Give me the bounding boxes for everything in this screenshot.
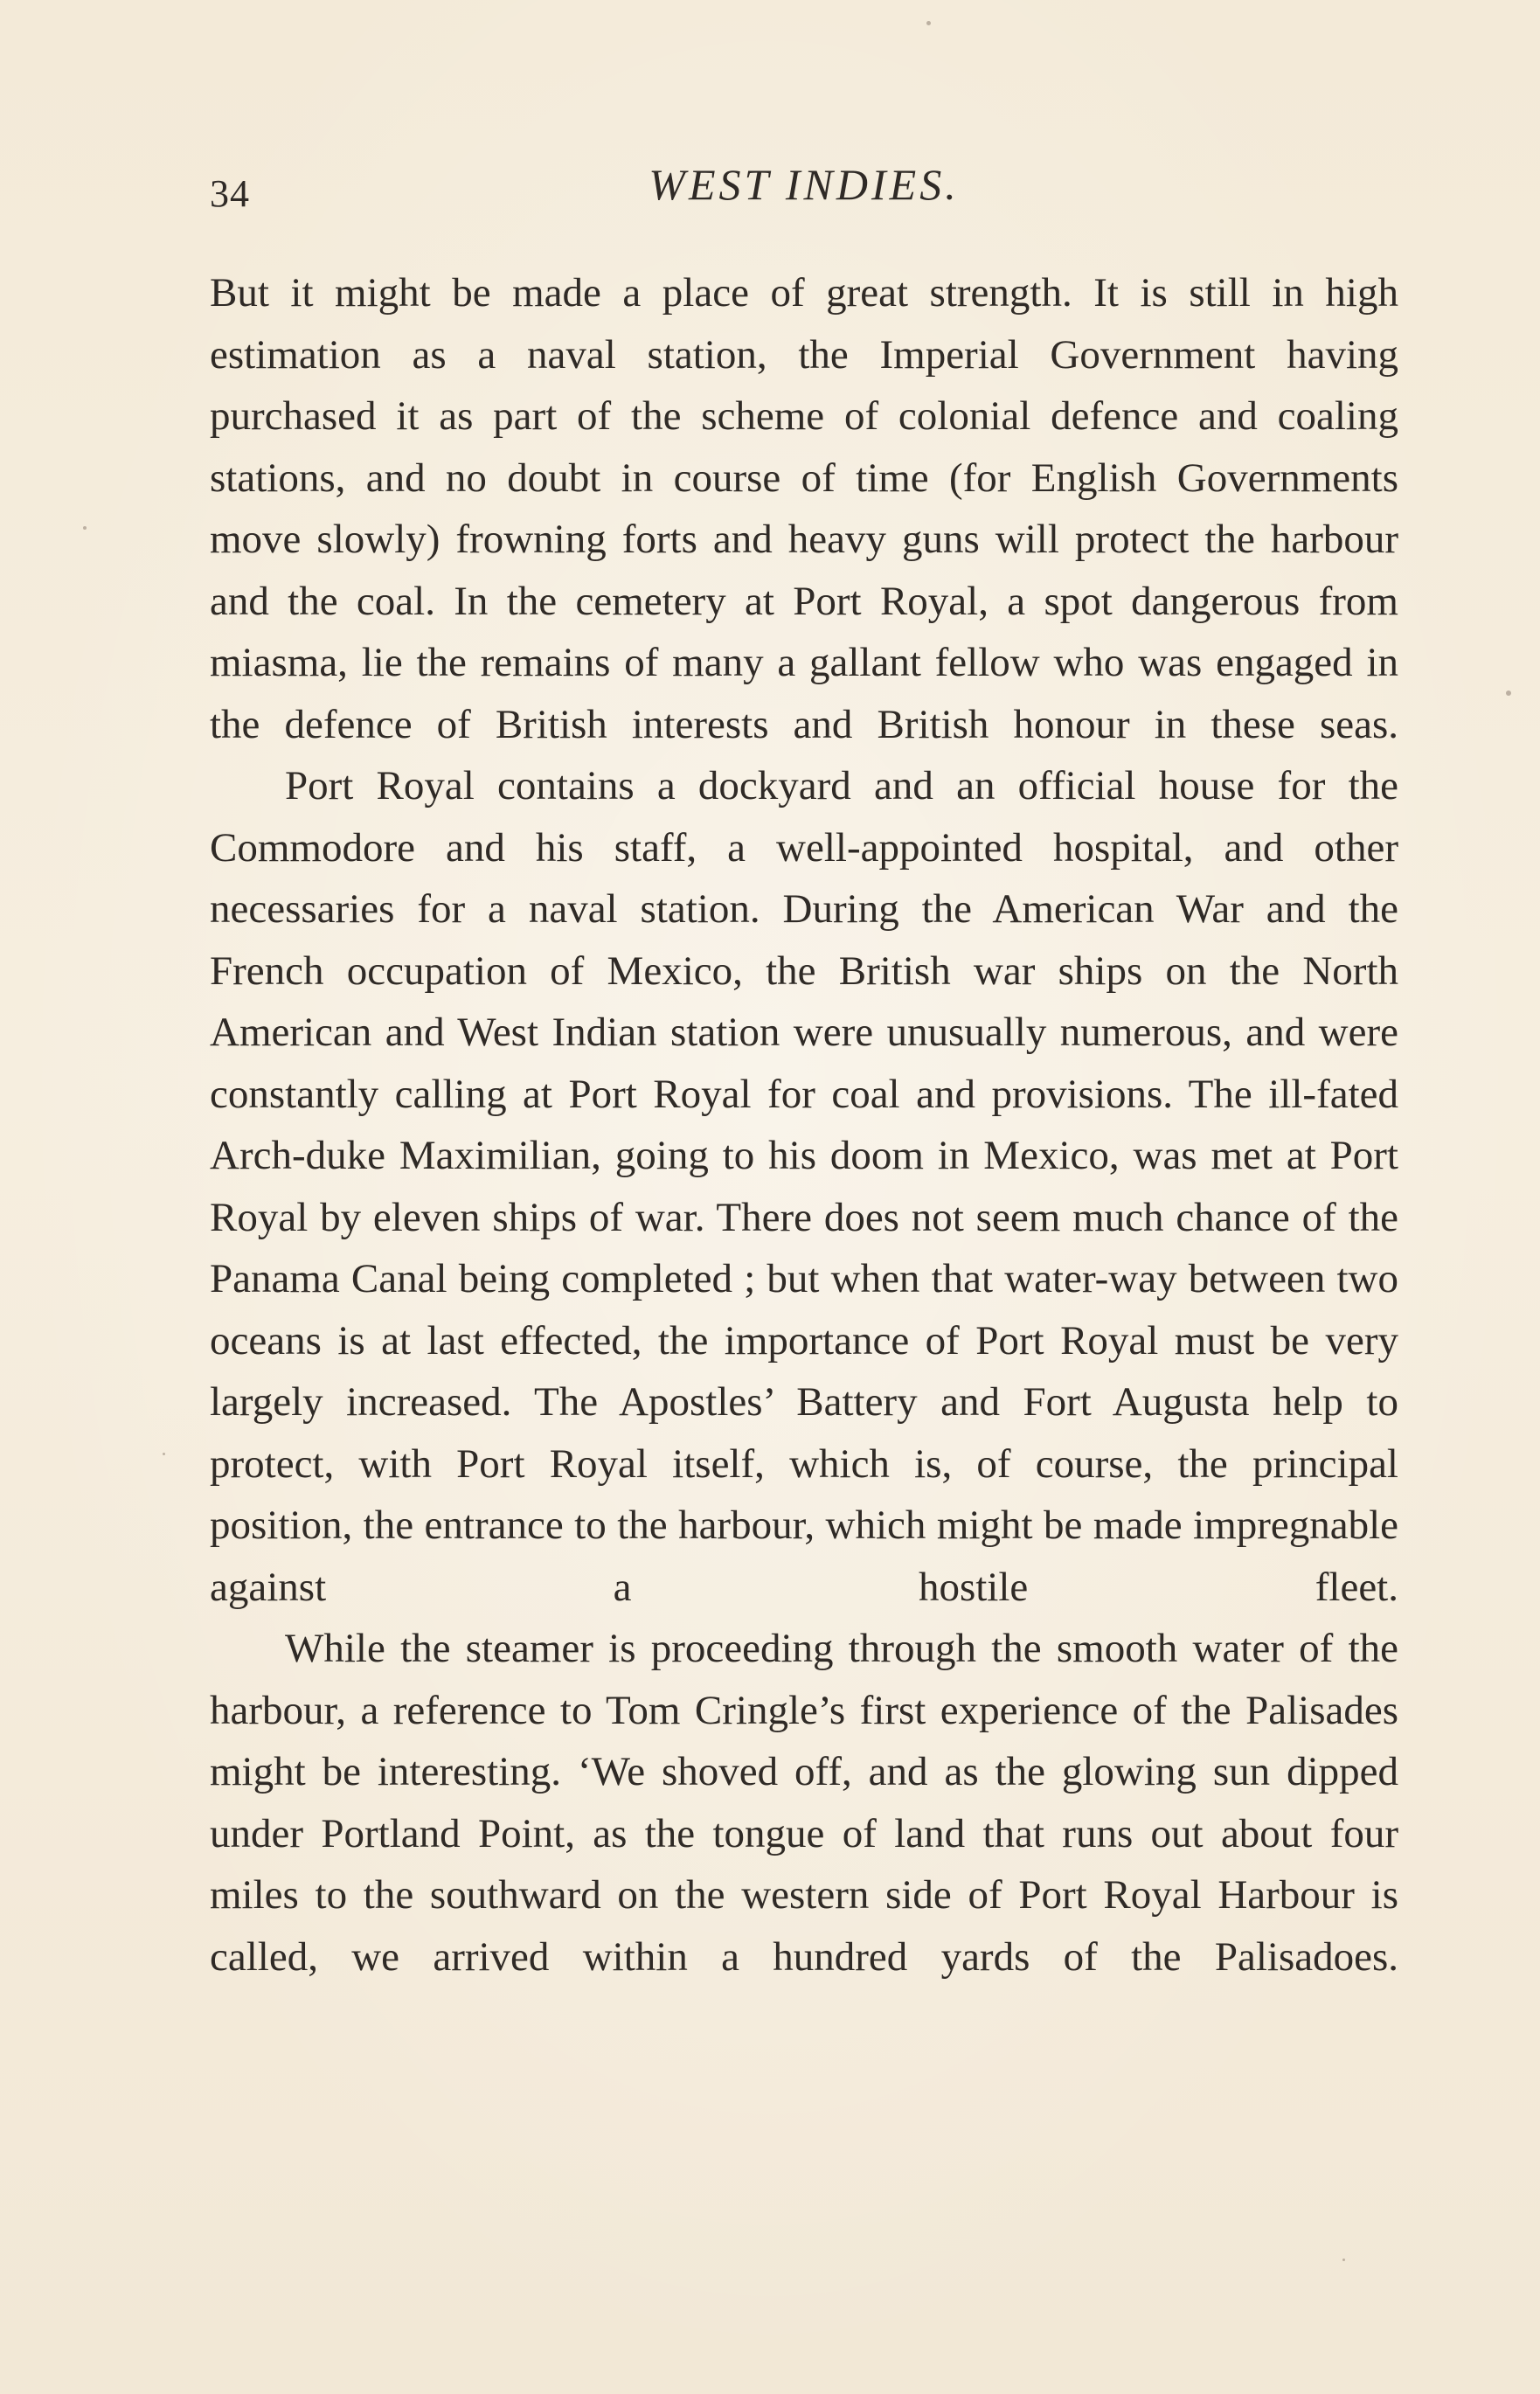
paragraph-tom-cringle: While the steamer is proceeding through the smooth water of the harbour, a reference to Tom Cringle’s first experience of the Palisades might be interesting. ‘We shoved off, and as the glowing sun dipped under Portland Point, as the tongue of land that runs out about four miles to the southward on the western side of Port Royal Harbour is called, we arrived within a hundred yards of the Palisadoes. <box>210 1626 1398 1980</box>
paper-speck <box>926 21 931 25</box>
paper-speck <box>1342 2259 1345 2261</box>
paper-speck <box>83 526 87 530</box>
page-text <box>210 262 1398 1988</box>
page-number: 34 <box>210 172 250 215</box>
paper-speck <box>1506 690 1511 696</box>
paragraph-port-royal: Port Royal contains a dockyard and an official house for the Commodore and his staff, a well-appointed hospital, and other necessaries for a naval station. During the American War and the French occupation of Mexico, the British war ships on the North American and West Indian station were unusually numerous, and were constantly calling at Port Royal for coal and provisions. The ill-fated Arch-duke Maximilian, going to his doom in Mexico, was met at Port Royal by eleven ships of war. There does not seem much chance of the Panama Canal being completed ; but when that water-way between two oceans is at last effected, the importance of Port Royal must be very largely increased. The Apostles’ Battery and Fort Augusta help to protect, with Port Royal itself, which is, of course, the principal position, the entrance to the harbour, which might be made impregnable against a hostile fleet. <box>210 763 1398 1610</box>
page-header <box>210 159 1398 238</box>
paragraph-strength: But it might be made a place of great strength. It is still in high estimation as a naval station, the Imperial Government having purchased it as part of the scheme of colonial defence and coaling stations, and no doubt in course of time (for English Governments move slowly) frowning forts and heavy guns will protect the harbour and the coal. In the cemetery at Port Royal, a spot dangerous from miasma, lie the remains of many a gallant fellow who was engaged in the defence of British interests and British honour in these seas. <box>210 270 1398 747</box>
paper-speck <box>163 1453 165 1455</box>
running-title: WEST INDIES. <box>649 160 960 209</box>
